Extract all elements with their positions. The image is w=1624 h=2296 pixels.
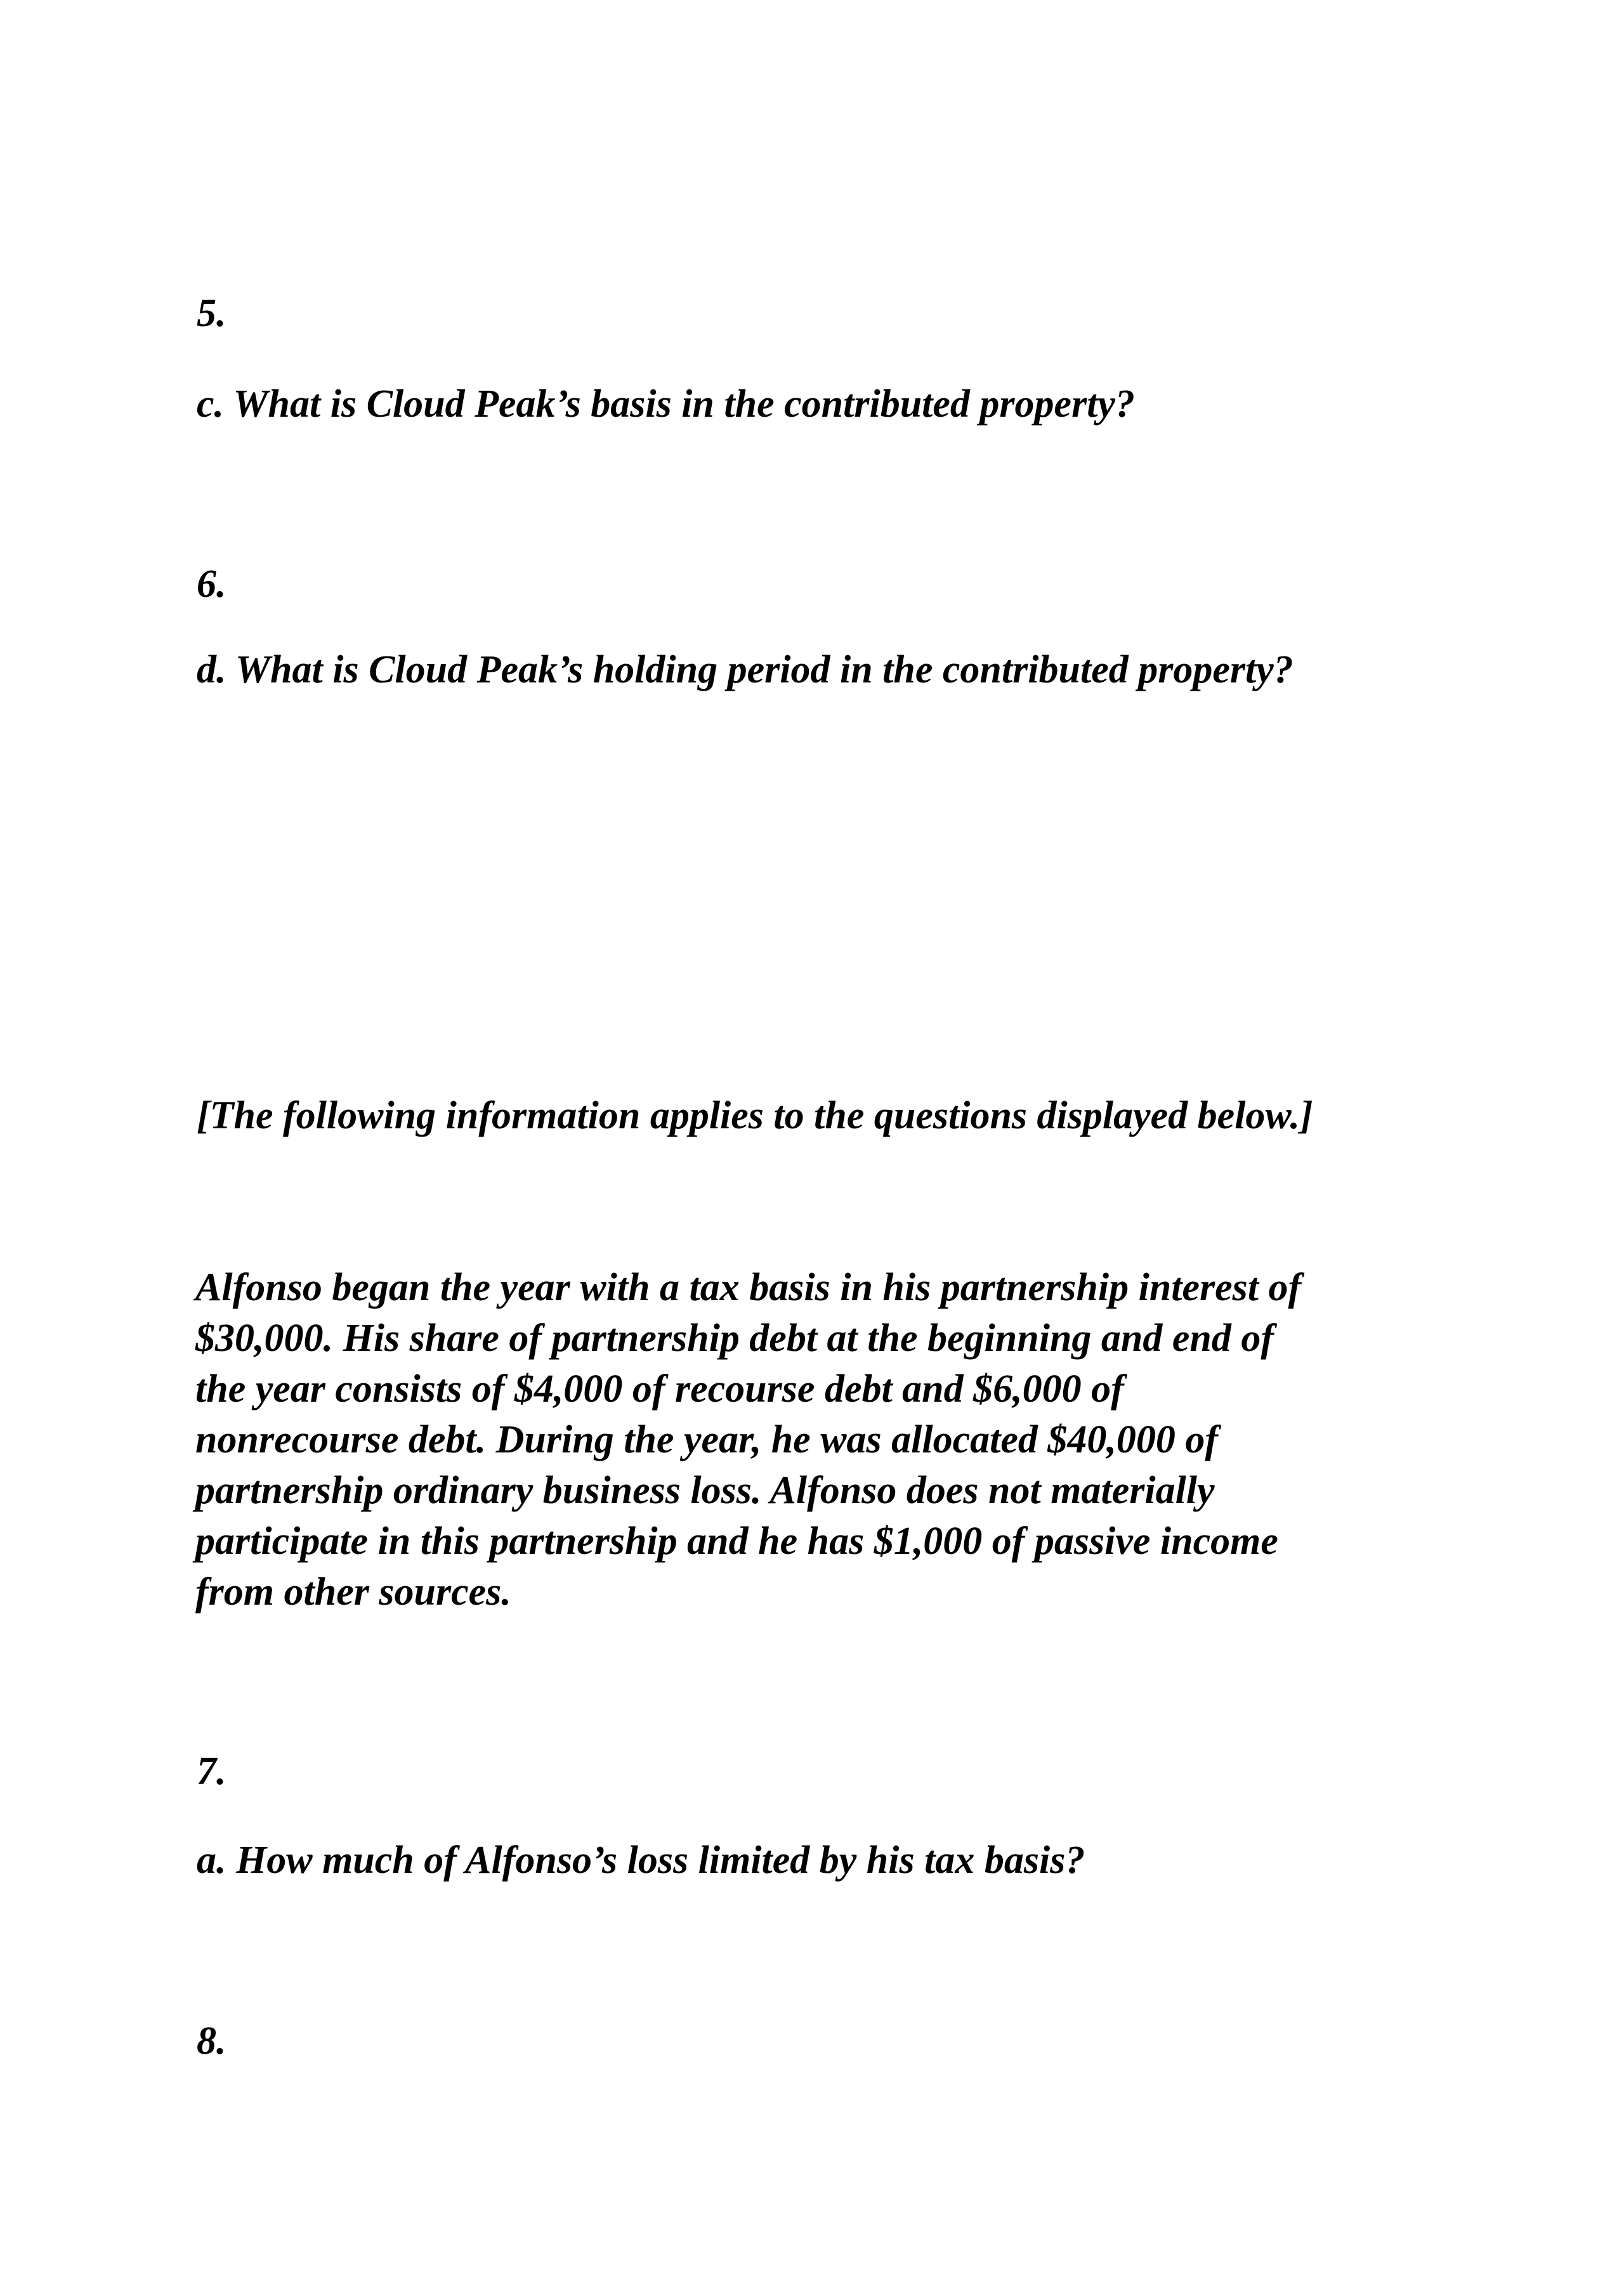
info-paragraph-line: partnership ordinary business loss. Alfonso does not materially [195, 1469, 1215, 1512]
question-6-text: d. What is Cloud Peak’s holding period in the contributed property? [197, 648, 1293, 691]
info-paragraph-line: Alfonso began the year with a tax basis in his partnership interest of [195, 1266, 1302, 1309]
question-8-number: 8. [197, 2019, 226, 2063]
info-paragraph [195, 1262, 1464, 1617]
question-5-text: c. What is Cloud Peak’s basis in the contributed property? [197, 382, 1135, 426]
info-paragraph-line: nonrecourse debt. During the year, he was allocated $40,000 of [195, 1418, 1219, 1461]
info-paragraph-line: from other sources. [195, 1570, 511, 1614]
info-paragraph-line: participate in this partnership and he has $1,000 of passive income [195, 1520, 1278, 1563]
question-7-number: 7. [197, 1750, 226, 1793]
info-paragraph-line: $30,000. His share of partnership debt at the beginning and end of [195, 1317, 1274, 1360]
info-header: [The following information applies to the questions displayed below.] [197, 1094, 1313, 1137]
question-6-number: 6. [197, 563, 226, 606]
question-5-number: 5. [197, 292, 226, 335]
question-7-text: a. How much of Alfonso’s loss limited by his tax basis? [197, 1839, 1085, 1882]
info-paragraph-line: the year consists of $4,000 of recourse debt and $6,000 of [195, 1367, 1124, 1411]
